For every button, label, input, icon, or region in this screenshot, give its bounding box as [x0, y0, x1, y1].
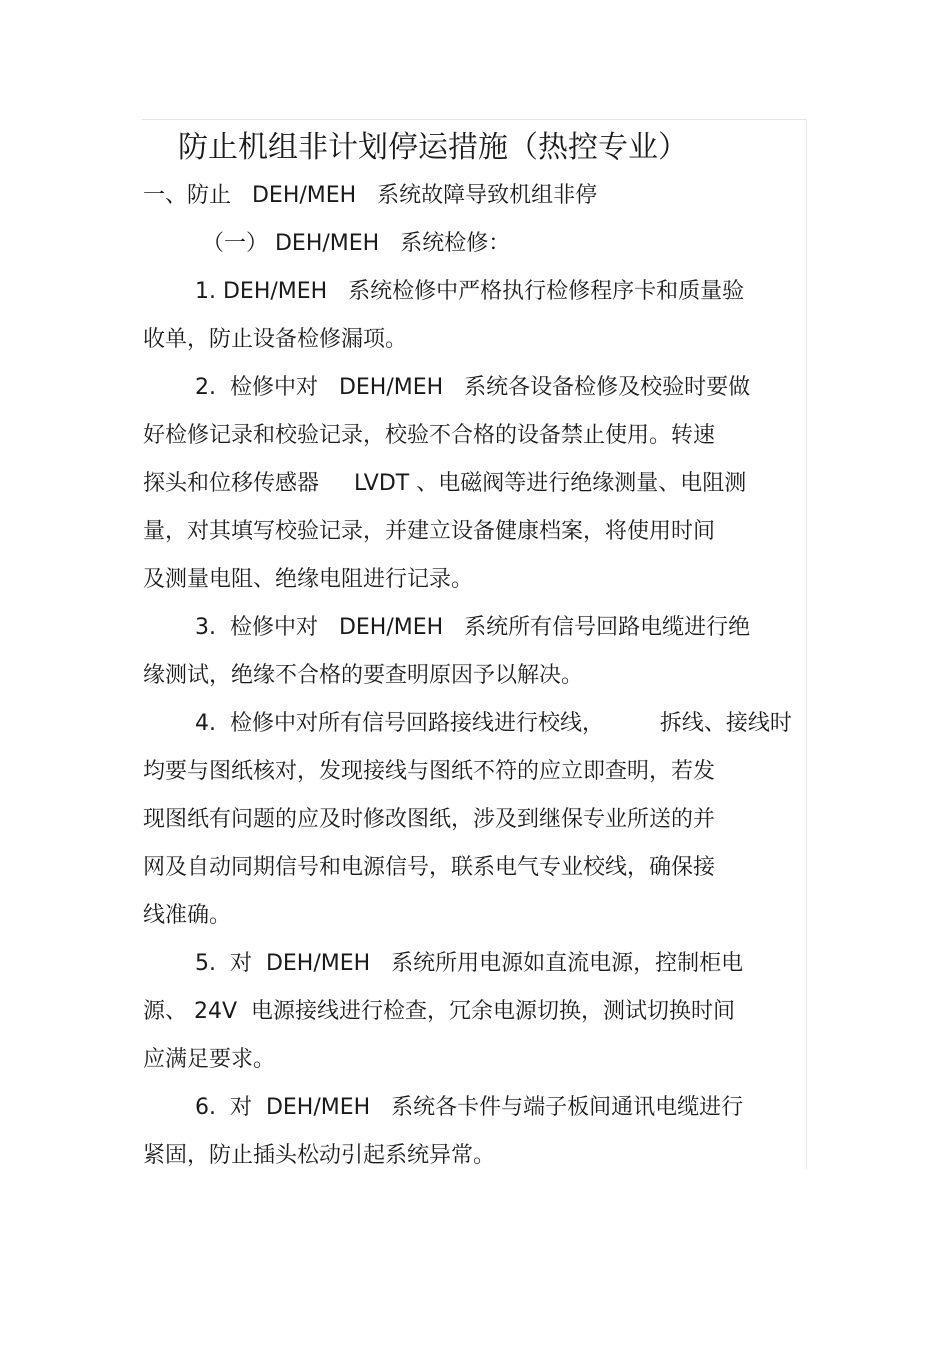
- paragraph-line: 6. 对 DEH/MEH 系统各卡件与端子板间通讯电缆进行: [195, 1095, 744, 1120]
- paragraph-line: 现图纸有问题的应及时修改图纸，涉及到继保专业所送的并: [143, 807, 716, 832]
- paragraph-line: 缘测试，绝缘不合格的要查明原因予以解决。: [143, 663, 584, 688]
- paragraph-line: 1. DEH/MEH 系统检修中严格执行检修程序卡和质量验: [195, 279, 745, 304]
- paragraph-line: 2. 检修中对 DEH/MEH 系统各设备检修及校验时要做: [195, 375, 751, 400]
- subsection-heading: （一） DEH/MEH 系统检修：: [202, 231, 511, 256]
- paragraph-line: 均要与图纸核对，发现接线与图纸不符的应立即查明，若发: [143, 759, 716, 784]
- paragraph-line: 4. 检修中对所有信号回路接线进行校线， 拆线、接线时: [195, 711, 792, 736]
- section-heading: 一、防止 DEH/MEH 系统故障导致机组非停: [143, 183, 598, 208]
- paragraph-line: 5. 对 DEH/MEH 系统所用电源如直流电源，控制柜电: [195, 951, 744, 976]
- paragraph-line: 源、 24V 电源接线进行检查，冗余电源切换，测试切换时间: [143, 999, 736, 1024]
- paragraph-line: 紧固，防止插头松动引起系统异常。: [143, 1143, 496, 1168]
- paragraph-line: 好检修记录和校验记录，校验不合格的设备禁止使用。转速: [143, 423, 716, 448]
- document-title: 防止机组非计划停运措施（热控专业）: [178, 130, 688, 165]
- paragraph-line: 量，对其填写校验记录，并建立设备健康档案，将使用时间: [143, 519, 716, 544]
- paragraph-line: 网及自动同期信号和电源信号，联系电气专业校线，确保接: [143, 855, 716, 880]
- paragraph-line: 线准确。: [143, 903, 232, 928]
- paragraph-line: 收单，防止设备检修漏项。: [143, 327, 408, 352]
- paragraph-line: 及测量电阻、绝缘电阻进行记录。: [143, 567, 474, 592]
- paragraph-line: 应满足要求。: [143, 1047, 276, 1072]
- paragraph-line: 3. 检修中对 DEH/MEH 系统所有信号回路电缆进行绝: [195, 615, 751, 640]
- paragraph-line: 探头和位移传感器 LVDT 、电磁阀等进行绝缘测量、电阻测: [143, 471, 747, 496]
